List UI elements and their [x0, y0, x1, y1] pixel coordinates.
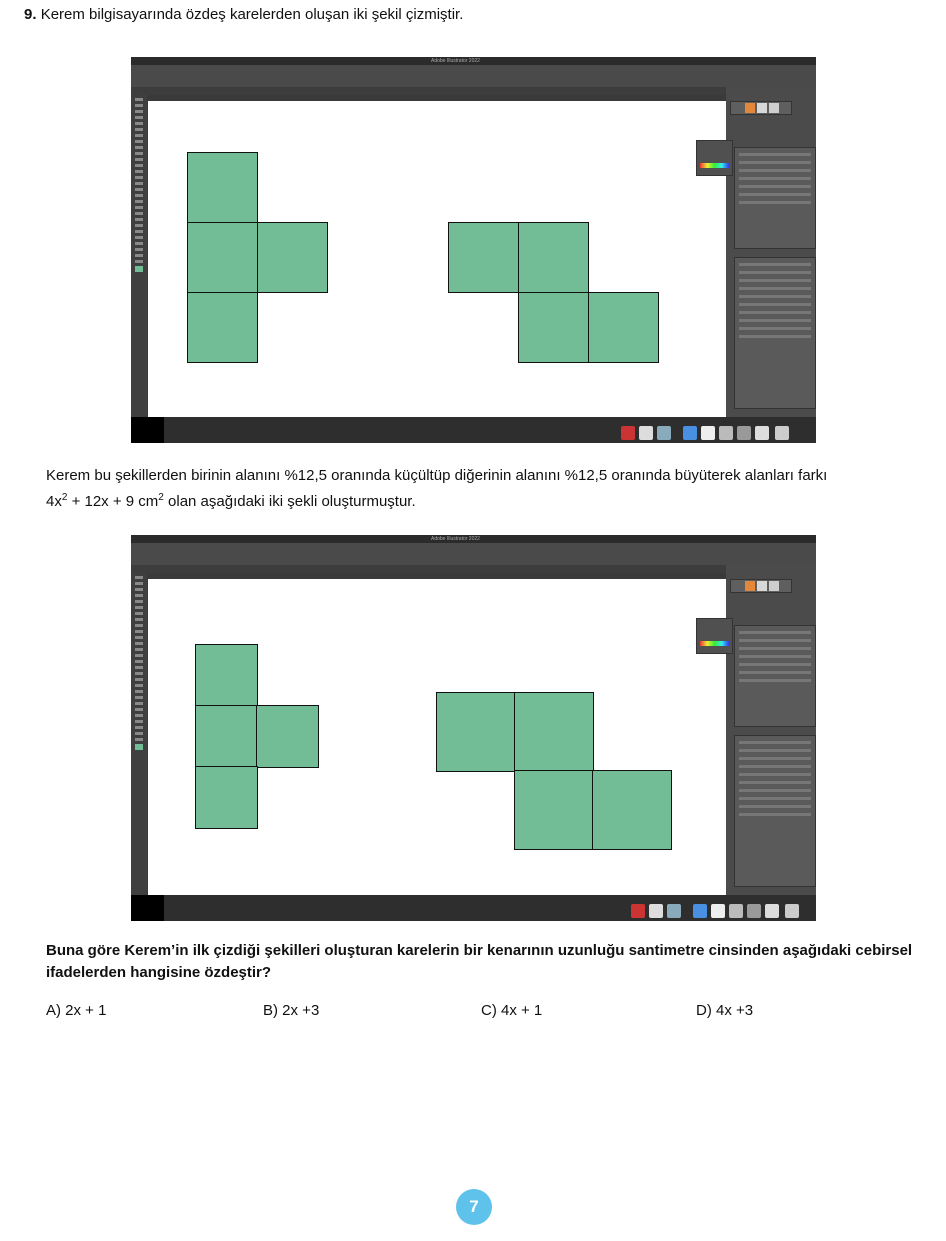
trash-icon[interactable]: [775, 426, 789, 440]
swatch-strip[interactable]: [730, 101, 792, 115]
dock-app-icon[interactable]: [667, 904, 681, 918]
dock-app-icon[interactable]: [621, 426, 635, 440]
question-number: 9.: [24, 6, 37, 23]
dock-app-icon[interactable]: [657, 426, 671, 440]
stroke-panel[interactable]: [734, 257, 816, 409]
question-middle-line2: [46, 487, 938, 513]
control-toolbar[interactable]: [131, 543, 816, 566]
square: [257, 222, 328, 293]
option-letter: A): [46, 1002, 61, 1019]
square: [195, 705, 258, 768]
dock-app-icon[interactable]: [719, 426, 733, 440]
trash-icon[interactable]: [785, 904, 799, 918]
properties-panel[interactable]: [726, 87, 816, 417]
dock-app-icon[interactable]: [737, 426, 751, 440]
square: [592, 770, 672, 850]
app-title: Adobe Illustrator 2022: [431, 536, 480, 542]
question-middle-line1: Kerem bu şekillerden birinin alanını %12,5 oranında küçültüp diğerinin alanını %12,5 oranında büyüterek alanları farkı: [46, 467, 828, 484]
question-intro: [24, 4, 463, 26]
square: [514, 770, 594, 850]
dock-app-icon[interactable]: [631, 904, 645, 918]
tools-panel[interactable]: [131, 95, 147, 417]
dock-app-icon[interactable]: [755, 426, 769, 440]
square: [448, 222, 519, 293]
square: [187, 292, 258, 363]
option-text: 4x +3: [716, 1002, 754, 1019]
option-text: 2x +3: [282, 1002, 320, 1019]
dock-folder-icon[interactable]: [693, 904, 707, 918]
option-text: 2x + 1: [65, 1002, 107, 1019]
option-letter: D): [696, 1002, 712, 1019]
page-number-badge: 7: [456, 1189, 492, 1225]
properties-panel[interactable]: [726, 565, 816, 895]
dock-app-icon[interactable]: [729, 904, 743, 918]
square: [195, 644, 258, 707]
tools-panel[interactable]: [131, 573, 147, 895]
option-letter: C): [481, 1002, 497, 1019]
dock-app-icon[interactable]: [701, 426, 715, 440]
square: [518, 222, 589, 293]
dock-app-icon[interactable]: [639, 426, 653, 440]
question-middle: [46, 465, 938, 513]
square: [436, 692, 516, 772]
mac-menubar: [131, 535, 816, 543]
app-title: Adobe Illustrator 2022: [431, 58, 480, 64]
square: [514, 692, 594, 772]
dock-folder-icon[interactable]: [683, 426, 697, 440]
option-a[interactable]: [46, 1002, 106, 1019]
dock-app-icon[interactable]: [765, 904, 779, 918]
option-b[interactable]: [263, 1002, 319, 1019]
expr-part: 4x: [46, 493, 62, 510]
square: [187, 152, 258, 223]
dock-app-icon[interactable]: [747, 904, 761, 918]
stroke-panel[interactable]: [734, 735, 816, 887]
question-prompt: Buna göre Kerem’in ilk çizdiği şekilleri oluşturan karelerin bir kenarının uzunluğu santimetre cinsinden aşağıdaki cebirsel ifadelerden hangisine özdeştir?: [46, 942, 913, 981]
square: [195, 766, 258, 829]
align-panel[interactable]: [734, 625, 816, 727]
exponent: 2: [158, 492, 164, 503]
option-d[interactable]: [696, 1002, 753, 1019]
expr-part: olan aşağıdaki iki şekli oluşturmuştur.: [163, 493, 416, 510]
option-c[interactable]: [481, 1002, 542, 1019]
mac-dock: [131, 417, 816, 443]
square: [588, 292, 659, 363]
control-toolbar[interactable]: [131, 65, 816, 88]
square: [256, 705, 319, 768]
exponent: 2: [61, 492, 68, 503]
option-text: 4x + 1: [501, 1002, 543, 1019]
dock-app-icon[interactable]: [711, 904, 725, 918]
mac-menubar: [131, 57, 816, 65]
square: [187, 222, 258, 293]
color-panel[interactable]: [696, 140, 733, 176]
swatch-strip[interactable]: [730, 579, 792, 593]
color-panel[interactable]: [696, 618, 733, 654]
align-panel[interactable]: [734, 147, 816, 249]
document-tabs-bar[interactable]: [131, 87, 816, 95]
expr-part: + 12x + 9 cm: [67, 493, 159, 510]
question-intro-text: Kerem bilgisayarında özdeş karelerden oluşan iki şekil çizmiştir.: [40, 6, 464, 23]
square: [518, 292, 589, 363]
document-tabs-bar[interactable]: [131, 565, 816, 573]
mac-dock: [131, 895, 816, 921]
dock-app-icon[interactable]: [649, 904, 663, 918]
option-letter: B): [263, 1002, 278, 1019]
